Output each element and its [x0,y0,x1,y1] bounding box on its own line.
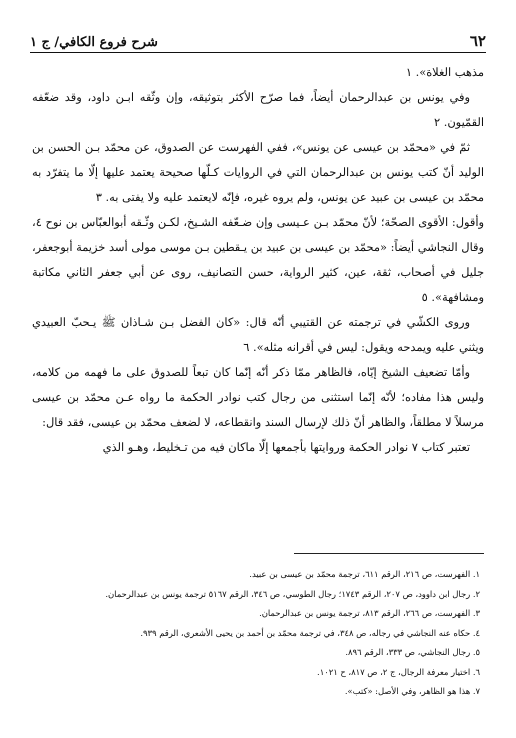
paragraph: وأمّا تضعيف الشيخ إيّاه، فالظاهر ممّا ذكر أنّه إنّما كان تبعاً للصدوق على ما فهمه من كلامه، وليس هذا مفاده؛ لأنّه إنّما استثنى من رجال كتب نوادر الحكمة ما رواه عـن محمّد بن عيسى مرسلاً لا مطلقاً، والظاهر أنّ ذلك لإرسال السند وانقطاعه، لا لضعف محمّد بن عيسى، فقد قال: [32,365,484,429]
paragraph: وروى الكشّي في ترجمته عن القتيبي أنّه قال: «كان الفضل بـن شـاذان ﷺ يـحبّ العبيدي ويثني عليه ويمدحه ويقول: ليس في أقرانه مثله». ٦ [32,315,484,354]
footnote: ٥. رجال النجاشي، ص ٣٣٣، الرقم ٨٩٦. [345,647,480,657]
paragraph: وفي يونس بن عبدالرحمان أيضاً، فما صرّح الأكثر بتوثيقه، وإن وثّقه ابـن داود، وقد ضعّفه القمّيون. ٢ [32,90,484,129]
footnote-divider [294,553,484,554]
footnote: ٦. اختيار معرفة الرجال، ج ٢، ص ٨١٧، ح ١٠٢١. [317,666,480,677]
header-divider [30,52,486,53]
paragraph: مذهب الغلاة». ١ [405,65,484,79]
footnote: ١. الفهرست، ص ٢١٦، الرقم ٦١١، ترجمة محمّد بن عيسى بن عبيد. [249,569,480,579]
page-header [30,28,486,50]
footnote: ٤. حكاه عنه النجاشي في رجاله، ص ٣٤٨، في ترجمة محمّد بن أحمد بن يحيى الأشعري، الرقم ٩٣٩. [140,627,480,638]
footnote: ٧. هذا هو الظاهر، وفي الأصل: «كتب». [344,686,480,696]
running-title: شرح فروع الكافي/ ج ١ [30,35,158,50]
main-text [32,60,484,460]
paragraph: تعتبر كتاب ٧ نوادر الحكمة وروايتها بأجمعها إلّا ماكان فيه من تـخليط، وهـو الذي [102,440,470,454]
footnote: ٣. الفهرست، ص ٢٦٦، الرقم ٨١٣، ترجمة يونس بن عبدالرحمان. [259,608,480,618]
paragraph: وأقول: الأقوى الصحّة؛ لأنّ محمّد بـن عـيسى وإن ضـعّفه الشـيخ، لكـن وثّـقه أبوالعبّاس بن نوح ٤، وقال النجاشي أيضاً: «محمّد بن عيسى بن عبيد بن يـقطين بـن موسى مولى أسد خزيمة أبوجعفر، جليل في أصحاب، ثقة، عين، كثير الرواية، حسن التصانيف، روى عن أبي جعفر الثاني مكاتبة ومشافهة». ٥ [32,215,484,304]
page-number: ٦٢ [469,32,486,50]
footnotes [34,565,480,702]
paragraph: ثمّ في «محمّد بن عيسى عن يونس»، ففي الفهرست عن الصدوق، عن محمّد بـن الحسن بن الوليد أنّ كتب يونس بن عبدالرحمان التي في الروايات كـلّها صحيحة يعتمد عليها إلّا ما يتفرّد به محمّد بن عيسى بن عبيد عن يونس، ولم يروه غيره، فإنّه لايعتمد عليه ولا يفتى به. ٣ [32,140,484,204]
footnote: ٢. رجال ابن داوود، ص ٢٠٧، الرقم ١٧٤٣؛ رجال الطوسي، ص ٣٤٦، الرقم ٥١٦٧ ترجمة يونس بن عبدالرحمان. [105,588,480,599]
